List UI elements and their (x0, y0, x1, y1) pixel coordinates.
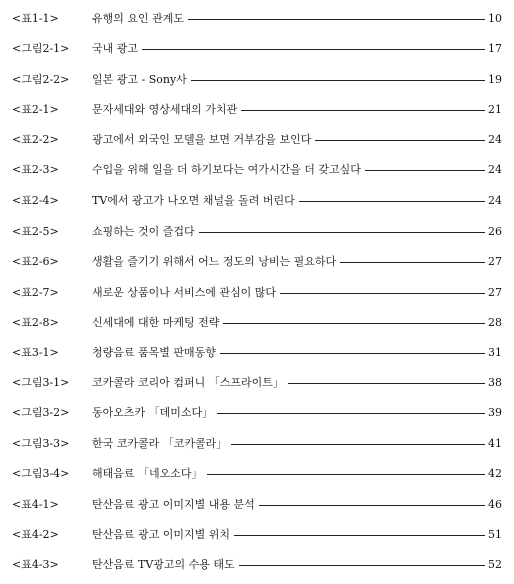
toc-entry (0, 313, 514, 333)
entry-page: 24 (485, 130, 502, 150)
entry-title: 문자세대와 영상세대의 가치관 (92, 100, 241, 120)
entry-label: <표4-3> (12, 558, 59, 571)
entry-page: 21 (485, 100, 502, 120)
toc-entry (0, 160, 514, 180)
entry-title: 한국 코카콜라 「코카콜라」 (92, 434, 231, 454)
entry-page: 38 (485, 373, 502, 393)
entry-title: 쇼핑하는 것이 즐겁다 (92, 222, 199, 242)
toc-entry (0, 39, 514, 59)
entry-label: <표2-4> (12, 194, 59, 207)
entry-label: <표2-1> (12, 103, 59, 116)
toc-entry (0, 191, 514, 211)
entry-page: 27 (485, 252, 502, 272)
entry-title: 탄산음료 TV광고의 수용 태도 (92, 555, 239, 575)
entry-title: 일본 광고 - Sony사 (92, 70, 191, 90)
entry-title: 코카콜라 코리아 컴퍼니 「스프라이트」 (92, 373, 288, 393)
toc-entry (0, 100, 514, 120)
entry-page: 41 (485, 434, 502, 454)
toc-entry (0, 434, 514, 454)
entry-label: <그림3-3> (12, 437, 70, 450)
toc-entry (0, 373, 514, 393)
entry-page: 51 (485, 525, 502, 545)
entry-page: 52 (485, 555, 502, 575)
toc-entry (0, 555, 514, 575)
entry-title: 해태음료 「네오소다」 (92, 464, 207, 484)
entry-label: <표1-1> (12, 12, 59, 25)
entry-title: 광고에서 외국인 모델을 보면 거부감을 보인다 (92, 130, 315, 150)
entry-page: 42 (485, 464, 502, 484)
entry-label: <그림2-1> (12, 42, 70, 55)
entry-title: 수입을 위해 일을 더 하기보다는 여가시간을 더 갖고싶다 (92, 160, 365, 180)
toc-entry (0, 464, 514, 484)
entry-page: 28 (485, 313, 502, 333)
entry-title: 생활을 즐기기 위해서 어느 정도의 낭비는 필요하다 (92, 252, 340, 272)
entry-page: 17 (485, 39, 502, 59)
entry-title: 청량음료 품목별 판매동향 (92, 343, 220, 363)
entry-page: 24 (485, 191, 502, 211)
entry-title: 새로운 상품이나 서비스에 관심이 많다 (92, 283, 280, 303)
entry-label: <표2-2> (12, 133, 59, 146)
entry-title: 국내 광고 (92, 39, 142, 59)
leader-line (92, 49, 490, 50)
entry-page: 26 (485, 222, 502, 242)
toc-entry (0, 130, 514, 150)
entry-label: <그림3-1> (12, 376, 70, 389)
entry-page: 24 (485, 160, 502, 180)
toc-entry (0, 222, 514, 242)
toc-entry (0, 70, 514, 90)
entry-title: 신세대에 대한 마케팅 전략 (92, 313, 223, 333)
entry-page: 46 (485, 495, 502, 515)
entry-label: <표2-8> (12, 316, 59, 329)
entry-title: 탄산음료 광고 이미지별 위치 (92, 525, 234, 545)
entry-label: <그림3-2> (12, 406, 70, 419)
entry-label: <표2-7> (12, 286, 59, 299)
toc-entry (0, 252, 514, 272)
entry-page: 19 (485, 70, 502, 90)
toc-entry (0, 525, 514, 545)
entry-title: 탄산음료 광고 이미지별 내용 분석 (92, 495, 259, 515)
entry-title: 유행의 요인 관계도 (92, 9, 188, 29)
toc-entry (0, 343, 514, 363)
entry-label: <표4-1> (12, 498, 59, 511)
toc-entry (0, 9, 514, 29)
entry-title: TV에서 광고가 나오면 채널을 돌려 버린다 (92, 191, 299, 211)
entry-label: <그림2-2> (12, 73, 70, 86)
toc-entry (0, 283, 514, 303)
toc-entry (0, 403, 514, 423)
entry-label: <그림3-4> (12, 467, 70, 480)
entry-label: <표2-3> (12, 163, 59, 176)
entry-label: <표3-1> (12, 346, 59, 359)
entry-label: <표4-2> (12, 528, 59, 541)
entry-label: <표2-5> (12, 225, 59, 238)
entry-page: 10 (485, 9, 502, 29)
entry-page: 31 (485, 343, 502, 363)
entry-page: 39 (485, 403, 502, 423)
entry-label: <표2-6> (12, 255, 59, 268)
entry-title: 동아오츠카 「데미소다」 (92, 403, 217, 423)
toc-entry (0, 495, 514, 515)
entry-page: 27 (485, 283, 502, 303)
